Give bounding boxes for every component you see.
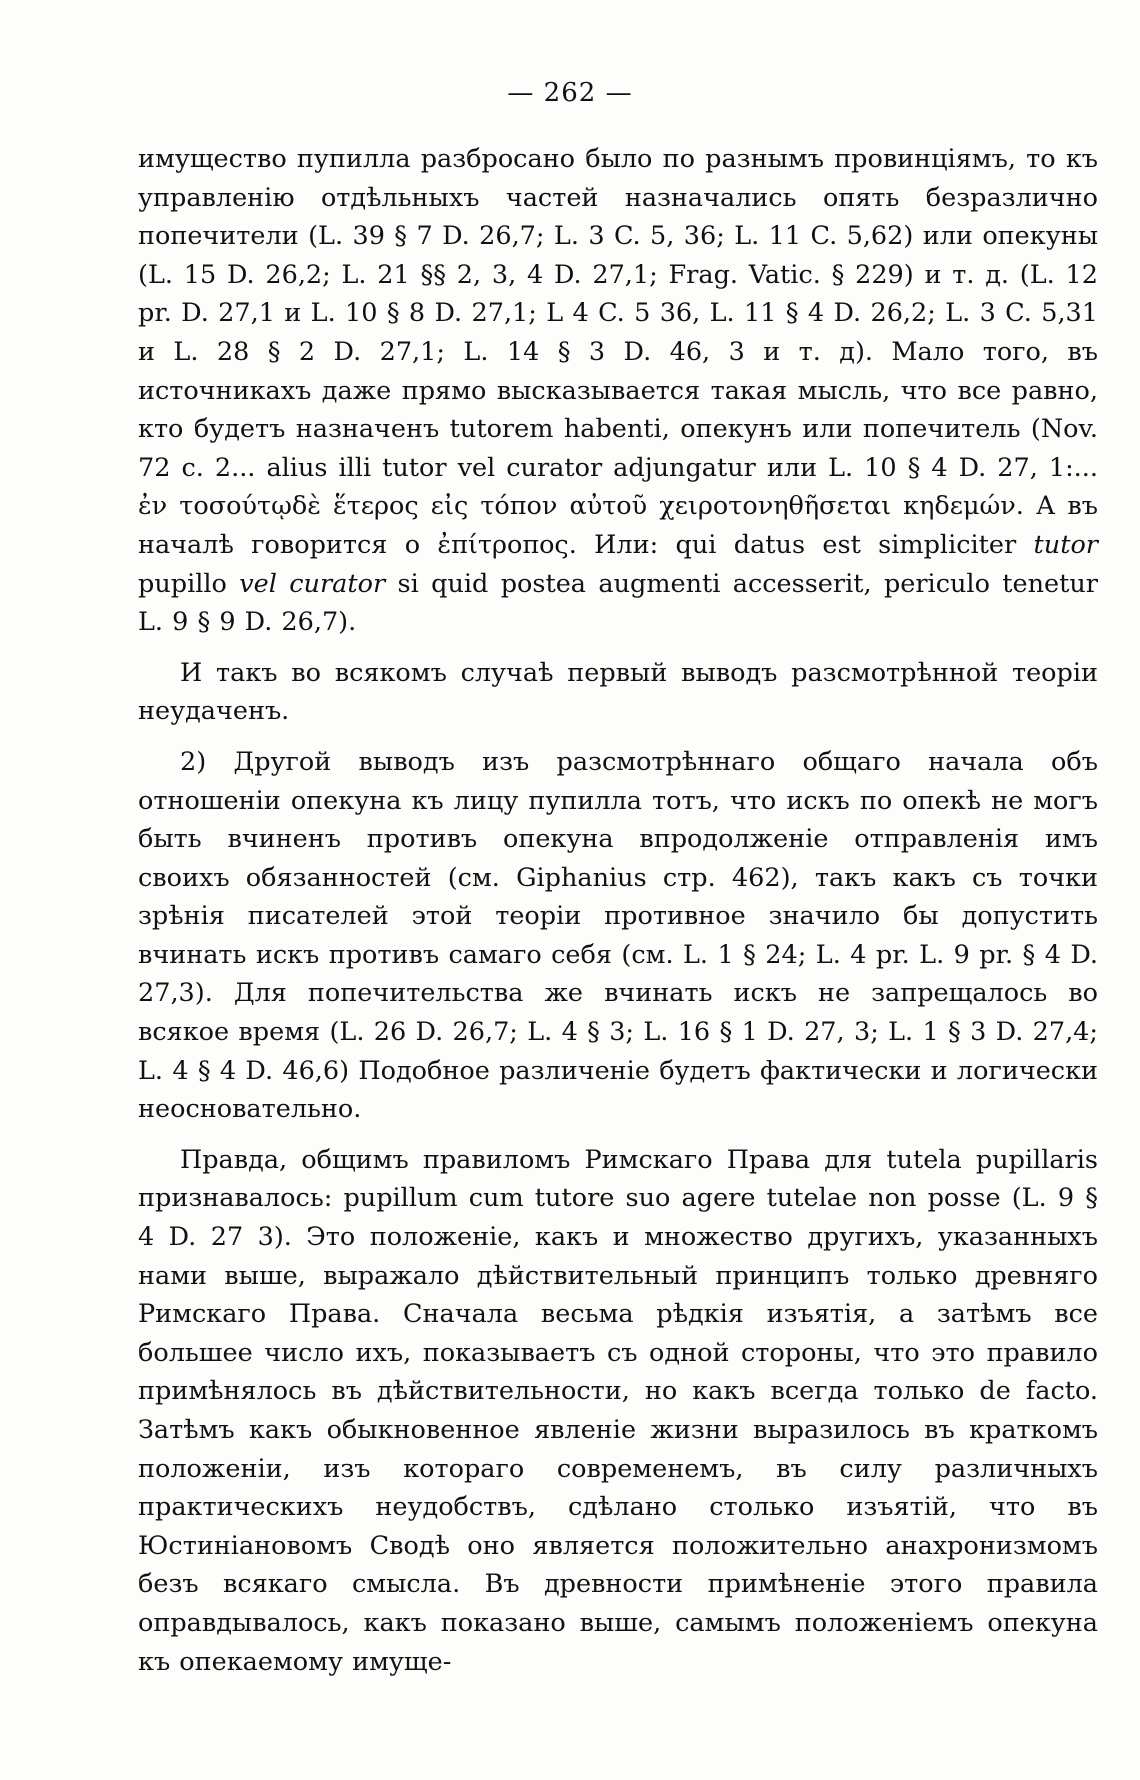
paragraph-4: Правда, общимъ правиломъ Римскаго Права для tutela pupillaris признавалось: pupillum cum tutore suo agere tutelae non posse (L. 9 § 4 D. 27 3). Это положеніе, какъ и множество другихъ, указанныхъ нами выше, выражало дѣйствительный принципъ только древняго Римскаго Права. Сначала весьма рѣдкія изъятія, а затѣмъ все большее число ихъ, показываетъ съ одной стороны, что это правило примѣнялось въ дѣйствительности, но какъ всегда только de facto. Затѣмъ какъ обыкновенное явленіе жизни выразилось въ краткомъ положеніи, изъ котораго современемъ, въ силу различныхъ практическихъ неудобствъ, сдѣлано столько изъятій, что въ Юстиніановомъ Сводѣ оно является положительно анахронизмомъ безъ всякаго смысла. Въ древности примѣненіе этого правила оправдывалось, какъ показано выше, самымъ положеніемъ опекуна къ опекаемому имуще- — [138, 1144, 1098, 1677]
paragraph-1-italic-tutor: tutor — [1033, 529, 1098, 560]
paragraph-1 — [138, 140, 1098, 642]
page-number: — 262 — — [507, 78, 633, 108]
paragraph-1-text: имущество пупилла разбросано было по разнымъ провинціямъ, то къ управленію отдѣльныхъ частей назначались опять безразлично попечители (L. 39 § 7 D. 26,7; L. 3 C. 5, 36; L. 11 C. 5,62) или опекуны (L. 15 D. 26,2; L. 21 §§ 2, 3, 4 D. 27,1; Frag. Vatic. § 229) и т. д. (L. 12 pr. D. 27,1 и L. 10 § 8 D. 27,1; L 4 C. 5 36, L. 11 § 4 D. 26,2; L. 3 C. 5,31 и L. 28 § 2 D. 27,1; L. 14 § 3 D. 46, 3 и т. д). Мало того, въ источникахъ даже прямо высказывается такая мысль, что все равно, кто будетъ назначенъ tutorem habenti, опекунъ или попечитель (Nov. 72 c. 2... alius illi tutor vel curator adjungatur или L. 10 § 4 D. 27, 1:... ἐν τοσούτῳδὲ ἕτερος εἰς τόπον αὐτοῦ χειροτονηθῆσεται κηδεμών. А въ началѣ говорится о ἐπίτροπος. Или: qui datus est simpliciter — [138, 144, 1098, 560]
paragraph-2: И такъ во всякомъ случаѣ первый выводъ разсмотрѣнной теоріи неудаченъ. — [138, 657, 1098, 727]
paragraph-1-mid: pupillo — [138, 568, 240, 599]
paragraph-1-italic-vel-curator: vel curator — [239, 568, 386, 599]
text-body — [138, 140, 1098, 1681]
paragraph-3: 2) Другой выводъ изъ разсмотрѣннаго общаго начала объ отношеніи опекуна къ лицу пупилла тотъ, что искъ по опекѣ не могъ быть вчиненъ противъ опекуна впродолженіе отправленія имъ своихъ обязанностей (см. Giphanius стр. 462), такъ какъ съ точки зрѣнія писателей этой теоріи противное значило бы допустить вчинать искъ противъ самаго себя (см. L. 1 § 24; L. 4 pr. L. 9 pr. § 4 D. 27,3). Для попечительства же вчинать искъ не запрещалось во всякое время (L. 26 D. 26,7; L. 4 § 3; L. 16 § 1 D. 27, 3; L. 1 § 3 D. 27,4; L. 4 § 4 D. 46,6) Подобное различеніе будетъ фактически и логически неосновательно. — [138, 746, 1098, 1125]
paragraph-1-tail: si quid postea augmenti accesserit, periculo tenetur L. 9 § 9 D. 26,7). — [138, 568, 1098, 638]
